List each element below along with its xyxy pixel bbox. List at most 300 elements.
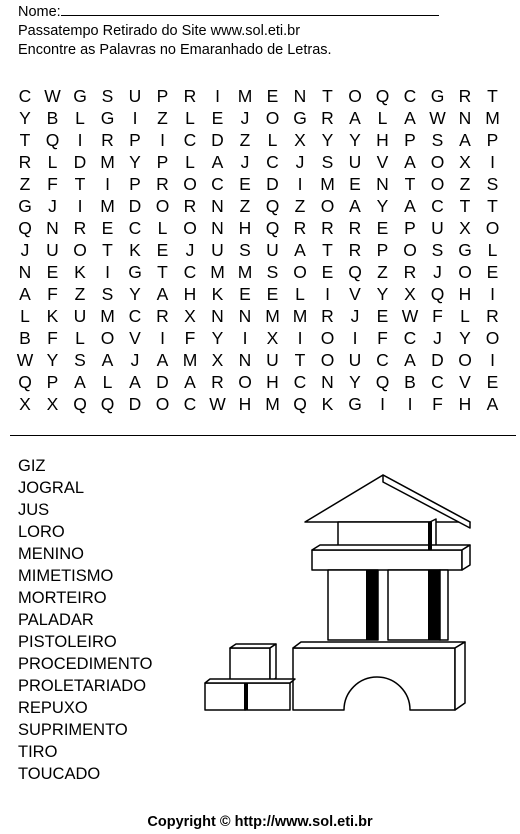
grid-letter[interactable]: U: [348, 350, 362, 370]
grid-row: [0, 305, 520, 327]
grid-letter[interactable]: G: [458, 240, 472, 260]
grid-letter[interactable]: E: [486, 372, 499, 392]
grid-row: [0, 151, 520, 173]
grid-letter[interactable]: A: [129, 372, 141, 392]
grid-row: [0, 195, 520, 217]
grid-letter[interactable]: R: [403, 262, 417, 282]
grid-letter[interactable]: I: [77, 130, 83, 150]
grid-letter[interactable]: A: [404, 108, 416, 128]
grid-letter[interactable]: L: [75, 328, 85, 348]
grid-letter[interactable]: R: [183, 86, 197, 106]
grid-letter[interactable]: I: [490, 152, 495, 172]
grid-letter[interactable]: N: [238, 306, 252, 326]
grid-letter[interactable]: H: [183, 284, 197, 304]
grid-letter[interactable]: A: [459, 130, 471, 150]
grid-row: [0, 349, 520, 371]
grid-letter[interactable]: O: [485, 218, 500, 238]
grid-letter[interactable]: S: [431, 130, 444, 150]
grid-letter[interactable]: O: [155, 196, 170, 216]
grid-letter[interactable]: C: [403, 86, 417, 106]
grid-letter[interactable]: O: [155, 394, 170, 414]
grid-letter[interactable]: C: [431, 196, 444, 216]
grid-row: [0, 107, 520, 129]
grid-letter[interactable]: M: [320, 174, 335, 194]
grid-letter[interactable]: O: [320, 196, 335, 216]
grid-letter[interactable]: P: [46, 372, 59, 392]
name-label: Nome:: [18, 4, 61, 20]
grid-letter[interactable]: Z: [19, 174, 31, 194]
grid-letter[interactable]: U: [348, 152, 362, 172]
grid-letter[interactable]: L: [102, 372, 113, 392]
grid-letter[interactable]: P: [376, 240, 389, 260]
grid-letter[interactable]: P: [404, 218, 416, 238]
grid-letter[interactable]: J: [240, 152, 250, 172]
grid-letter[interactable]: H: [238, 218, 252, 238]
grid-letter[interactable]: X: [19, 394, 31, 414]
grid-letter[interactable]: G: [128, 262, 142, 282]
grid-letter[interactable]: E: [101, 218, 114, 238]
grid-letter[interactable]: M: [237, 262, 253, 282]
word-item: MENINO: [18, 545, 84, 563]
grid-row: [0, 217, 520, 239]
grid-letter[interactable]: L: [185, 152, 195, 172]
grid-letter[interactable]: T: [74, 174, 86, 194]
grid-letter[interactable]: Y: [211, 328, 224, 348]
grid-letter[interactable]: M: [265, 306, 280, 326]
header: [18, 2, 439, 60]
grid-letter[interactable]: W: [44, 86, 61, 106]
grid-letter[interactable]: K: [74, 262, 86, 282]
grid-letter[interactable]: L: [75, 108, 85, 128]
grid-letter[interactable]: Z: [74, 284, 86, 304]
grid-letter[interactable]: R: [156, 306, 169, 326]
grid-letter[interactable]: E: [46, 262, 59, 282]
grid-letter[interactable]: V: [129, 328, 141, 348]
grid-letter[interactable]: O: [320, 328, 335, 348]
grid-letter[interactable]: W: [429, 108, 446, 128]
grid-letter[interactable]: T: [157, 262, 168, 282]
grid-letter[interactable]: Q: [430, 284, 445, 304]
grid-letter[interactable]: X: [184, 306, 196, 326]
grid-letter[interactable]: A: [74, 372, 86, 392]
grid-letter[interactable]: X: [459, 218, 471, 238]
grid-letter[interactable]: H: [238, 394, 252, 414]
grid-letter[interactable]: R: [348, 240, 362, 260]
grid-letter[interactable]: V: [349, 284, 361, 304]
grid-letter[interactable]: R: [486, 306, 499, 326]
grid-letter[interactable]: M: [100, 152, 115, 172]
grid-letter[interactable]: D: [266, 174, 279, 194]
grid-letter[interactable]: C: [183, 130, 197, 150]
grid-letter[interactable]: J: [240, 108, 250, 128]
grid-letter[interactable]: F: [377, 328, 388, 348]
grid-letter[interactable]: Q: [73, 394, 87, 414]
grid-letter[interactable]: L: [20, 306, 30, 326]
grid-letter[interactable]: O: [265, 108, 280, 128]
grid-letter[interactable]: W: [16, 350, 34, 370]
grid-letter[interactable]: F: [47, 328, 58, 348]
grid-letter[interactable]: S: [266, 262, 279, 282]
grid-letter[interactable]: U: [431, 218, 444, 238]
grid-letter[interactable]: J: [350, 306, 360, 326]
grid-letter[interactable]: J: [295, 152, 305, 172]
grid-letter[interactable]: G: [348, 394, 362, 414]
grid-letter[interactable]: I: [77, 196, 83, 216]
grid-letter[interactable]: O: [293, 262, 307, 282]
grid-letter[interactable]: Q: [293, 394, 307, 414]
word-item: JOGRAL: [18, 479, 85, 497]
grid-letter[interactable]: L: [185, 108, 195, 128]
grid-letter[interactable]: I: [407, 394, 413, 414]
word-item: PISTOLEIRO: [18, 633, 117, 651]
grid-letter[interactable]: R: [348, 218, 362, 238]
divider: [10, 435, 516, 436]
grid-letter[interactable]: T: [487, 86, 498, 106]
grid-letter[interactable]: G: [293, 108, 307, 128]
grid-row: [0, 261, 520, 283]
grid-letter[interactable]: C: [128, 306, 142, 326]
grid-letter[interactable]: B: [19, 328, 31, 348]
grid-letter[interactable]: T: [322, 86, 333, 106]
grid-letter[interactable]: D: [128, 196, 142, 216]
grid-letter[interactable]: I: [297, 328, 303, 348]
grid-letter[interactable]: L: [487, 240, 498, 260]
grid-row: [0, 85, 520, 107]
word-item: PROLETARIADO: [18, 677, 147, 695]
grid-letter[interactable]: Q: [45, 130, 60, 150]
grid-letter[interactable]: W: [401, 306, 419, 326]
grid-letter[interactable]: Q: [265, 218, 280, 238]
grid-letter[interactable]: L: [47, 152, 58, 172]
grid-letter[interactable]: D: [431, 350, 444, 370]
grid-letter[interactable]: I: [160, 328, 165, 348]
grid-letter[interactable]: R: [73, 218, 87, 238]
grid-letter[interactable]: B: [404, 372, 416, 392]
grid-letter[interactable]: K: [321, 394, 334, 414]
grid-letter[interactable]: N: [458, 108, 472, 128]
grid-letter[interactable]: F: [432, 394, 443, 414]
toy-blocks-illustration: [200, 470, 480, 720]
grid-letter[interactable]: J: [433, 262, 442, 282]
grid-letter[interactable]: Y: [349, 130, 361, 150]
grid-letter[interactable]: T: [404, 174, 416, 194]
grid-letter[interactable]: Q: [18, 218, 32, 238]
grid-letter[interactable]: A: [349, 108, 361, 128]
grid-letter[interactable]: F: [432, 306, 443, 326]
grid-letter[interactable]: M: [210, 262, 225, 282]
grid-letter[interactable]: A: [211, 152, 224, 172]
grid-letter[interactable]: O: [430, 174, 445, 194]
grid-letter[interactable]: I: [105, 262, 110, 282]
grid-letter[interactable]: L: [157, 218, 168, 238]
grid-letter[interactable]: G: [430, 86, 445, 106]
name-line[interactable]: [61, 2, 439, 16]
grid-letter[interactable]: E: [211, 108, 224, 128]
grid-letter[interactable]: O: [348, 86, 362, 106]
grid-letter[interactable]: J: [185, 240, 195, 260]
grid-letter[interactable]: Q: [265, 196, 280, 216]
grid-letter[interactable]: I: [380, 394, 385, 414]
grid-letter[interactable]: H: [266, 372, 279, 392]
grid-letter[interactable]: I: [105, 174, 110, 194]
grid-letter[interactable]: E: [376, 218, 389, 238]
grid-letter[interactable]: R: [183, 196, 197, 216]
grid-letter[interactable]: O: [458, 350, 472, 370]
grid-letter[interactable]: E: [349, 174, 361, 194]
grid-letter[interactable]: X: [294, 130, 306, 150]
grid-letter[interactable]: I: [490, 350, 495, 370]
grid-letter[interactable]: U: [266, 350, 279, 370]
grid-letter[interactable]: U: [46, 240, 59, 260]
grid-letter[interactable]: G: [18, 196, 32, 216]
grid-letter[interactable]: S: [101, 86, 114, 106]
grid-letter[interactable]: D: [128, 394, 142, 414]
word-item: PALADAR: [18, 611, 94, 629]
grid-letter[interactable]: Q: [348, 262, 362, 282]
grid-letter[interactable]: F: [47, 284, 58, 304]
grid-letter[interactable]: T: [487, 196, 498, 216]
grid-letter[interactable]: E: [266, 284, 279, 304]
grid-letter[interactable]: O: [320, 350, 335, 370]
grid-letter[interactable]: M: [100, 196, 115, 216]
grid-letter[interactable]: E: [321, 262, 334, 282]
grid-letter[interactable]: B: [46, 108, 59, 128]
grid-letter[interactable]: J: [130, 350, 140, 370]
word-item: SUPRIMENTO: [18, 721, 128, 739]
grid-row: [0, 393, 520, 415]
grid-letter[interactable]: T: [102, 240, 113, 260]
grid-letter[interactable]: R: [101, 130, 114, 150]
grid-letter[interactable]: Z: [294, 196, 306, 216]
grid-letter[interactable]: M: [265, 394, 280, 414]
grid-letter[interactable]: I: [242, 328, 248, 348]
name-row: [18, 2, 439, 22]
grid-letter[interactable]: U: [73, 306, 87, 326]
grid-letter[interactable]: N: [321, 372, 334, 392]
grid-letter[interactable]: A: [156, 284, 169, 304]
grid-letter[interactable]: K: [46, 306, 59, 326]
grid-row: [0, 239, 520, 261]
grid-letter[interactable]: N: [211, 218, 224, 238]
grid-letter[interactable]: R: [293, 218, 307, 238]
grid-letter[interactable]: N: [211, 306, 224, 326]
grid-letter[interactable]: H: [458, 284, 472, 304]
grid-letter[interactable]: L: [377, 108, 388, 128]
grid-letter[interactable]: I: [352, 328, 358, 348]
grid-letter[interactable]: W: [209, 394, 226, 414]
grid-letter[interactable]: S: [431, 240, 444, 260]
grid-letter[interactable]: I: [325, 284, 330, 304]
grid-letter[interactable]: E: [376, 306, 389, 326]
grid-letter[interactable]: A: [404, 152, 416, 172]
grid-letter[interactable]: O: [485, 328, 500, 348]
grid-letter[interactable]: T: [322, 240, 333, 260]
grid-letter[interactable]: C: [431, 372, 444, 392]
grid-letter[interactable]: L: [295, 284, 305, 304]
grid-letter[interactable]: C: [128, 218, 142, 238]
grid-letter[interactable]: U: [266, 240, 279, 260]
grid-letter[interactable]: Y: [129, 152, 141, 172]
grid-letter[interactable]: R: [458, 86, 472, 106]
grid-letter[interactable]: N: [376, 174, 389, 194]
grid-letter[interactable]: T: [459, 196, 471, 216]
grid-letter[interactable]: O: [100, 328, 115, 348]
grid-letter[interactable]: A: [486, 394, 499, 414]
grid-letter[interactable]: E: [239, 174, 251, 194]
grid-letter[interactable]: Z: [157, 108, 168, 128]
grid-letter[interactable]: C: [293, 372, 307, 392]
grid-letter[interactable]: E: [156, 240, 169, 260]
grid-letter[interactable]: I: [132, 108, 138, 128]
grid-letter[interactable]: Z: [377, 262, 388, 282]
grid-letter[interactable]: P: [156, 86, 169, 106]
grid-letter[interactable]: A: [156, 350, 169, 370]
grid-letter[interactable]: X: [211, 350, 224, 370]
grid-letter[interactable]: M: [100, 306, 115, 326]
grid-letter[interactable]: C: [18, 86, 32, 106]
grid-letter[interactable]: S: [486, 174, 499, 194]
grid-letter[interactable]: X: [459, 152, 471, 172]
grid-letter[interactable]: O: [183, 218, 197, 238]
grid-letter[interactable]: H: [376, 130, 389, 150]
grid-letter[interactable]: E: [266, 86, 279, 106]
grid-letter[interactable]: G: [73, 86, 87, 106]
grid-letter[interactable]: N: [211, 196, 224, 216]
grid-letter[interactable]: Q: [100, 394, 115, 414]
grid-letter[interactable]: I: [160, 130, 165, 150]
grid-letter[interactable]: Y: [321, 130, 334, 150]
grid-letter[interactable]: L: [460, 306, 470, 326]
grid-letter[interactable]: A: [19, 284, 31, 304]
grid-letter[interactable]: Y: [46, 350, 59, 370]
grid-letter[interactable]: D: [156, 372, 169, 392]
grid-letter[interactable]: A: [294, 240, 306, 260]
grid-letter[interactable]: S: [74, 350, 86, 370]
grid-letter[interactable]: A: [349, 196, 361, 216]
grid-letter[interactable]: C: [183, 262, 197, 282]
grid-letter[interactable]: R: [321, 218, 334, 238]
grid-letter[interactable]: J: [20, 240, 30, 260]
grid-letter[interactable]: O: [238, 372, 252, 392]
grid-letter[interactable]: L: [267, 130, 278, 150]
grid-letter[interactable]: F: [47, 174, 58, 194]
grid-letter[interactable]: P: [404, 130, 416, 150]
grid-letter[interactable]: O: [403, 240, 417, 260]
grid-letter[interactable]: Z: [459, 174, 471, 194]
subtitle: Passatempo Retirado do Site www.sol.eti.br: [18, 23, 301, 39]
grid-letter[interactable]: N: [293, 86, 307, 106]
grid-letter[interactable]: C: [376, 350, 389, 370]
grid-letter[interactable]: R: [156, 174, 169, 194]
grid-letter[interactable]: H: [458, 394, 472, 414]
grid-letter[interactable]: A: [101, 350, 114, 370]
copyright: Copyright © http://www.sol.eti.br: [147, 814, 373, 830]
grid-letter[interactable]: Z: [239, 130, 251, 150]
grid-letter[interactable]: P: [129, 130, 141, 150]
grid-letter[interactable]: C: [266, 152, 279, 172]
grid-letter[interactable]: D: [211, 130, 224, 150]
grid-letter[interactable]: P: [486, 130, 499, 150]
grid-letter[interactable]: R: [211, 372, 224, 392]
grid-letter[interactable]: Y: [376, 196, 389, 216]
grid-letter[interactable]: R: [321, 108, 334, 128]
grid-letter[interactable]: N: [18, 262, 32, 282]
grid-letter[interactable]: Y: [19, 108, 31, 128]
grid-letter[interactable]: J: [433, 328, 442, 348]
grid-letter[interactable]: M: [485, 108, 500, 128]
grid-letter[interactable]: E: [239, 284, 251, 304]
grid-letter[interactable]: U: [211, 240, 224, 260]
grid-letter[interactable]: A: [404, 350, 416, 370]
grid-letter[interactable]: M: [182, 350, 198, 370]
grid-letter[interactable]: O: [73, 240, 87, 260]
grid-letter[interactable]: X: [46, 394, 59, 414]
grid-letter[interactable]: M: [237, 86, 253, 106]
grid-letter[interactable]: P: [129, 174, 141, 194]
grid-letter[interactable]: O: [458, 262, 472, 282]
grid-letter[interactable]: F: [184, 328, 196, 348]
grid-letter[interactable]: N: [46, 218, 59, 238]
grid-letter[interactable]: U: [128, 86, 142, 106]
grid-letter[interactable]: C: [211, 174, 224, 194]
grid-letter[interactable]: I: [297, 174, 303, 194]
grid-letter[interactable]: O: [183, 174, 197, 194]
grid-letter[interactable]: Y: [349, 372, 361, 392]
grid-letter[interactable]: T: [19, 130, 31, 150]
grid-letter[interactable]: M: [292, 306, 308, 326]
grid-letter[interactable]: I: [490, 284, 495, 304]
grid-letter[interactable]: X: [404, 284, 416, 304]
grid-row: [0, 283, 520, 305]
grid-letter[interactable]: T: [294, 350, 306, 370]
grid-letter[interactable]: C: [183, 394, 197, 414]
grid-letter[interactable]: V: [376, 152, 389, 172]
grid-letter[interactable]: G: [100, 108, 115, 128]
grid-letter[interactable]: J: [48, 196, 57, 216]
grid-letter[interactable]: V: [459, 372, 471, 392]
grid-letter[interactable]: S: [101, 284, 114, 304]
grid-letter[interactable]: D: [73, 152, 87, 172]
grid-letter[interactable]: A: [404, 196, 416, 216]
grid-letter[interactable]: I: [215, 86, 220, 106]
word-item: JUS: [18, 501, 50, 519]
grid-letter[interactable]: R: [18, 152, 32, 172]
word-item: MIMETISMO: [18, 567, 114, 585]
grid-letter[interactable]: Y: [376, 284, 389, 304]
grid-letter[interactable]: R: [321, 306, 334, 326]
grid-letter[interactable]: E: [486, 262, 499, 282]
grid-letter[interactable]: O: [430, 152, 445, 172]
grid-letter[interactable]: K: [211, 284, 224, 304]
grid-letter[interactable]: X: [266, 328, 279, 348]
grid-letter[interactable]: P: [156, 152, 169, 172]
grid-letter[interactable]: S: [239, 240, 251, 260]
grid-letter[interactable]: S: [321, 152, 334, 172]
word-item: PROCEDIMENTO: [18, 655, 153, 673]
grid-letter[interactable]: Y: [459, 328, 471, 348]
grid-letter[interactable]: Y: [129, 284, 141, 304]
word-item: TIRO: [18, 743, 58, 761]
word-list: [18, 455, 152, 785]
grid-letter[interactable]: Z: [239, 196, 251, 216]
grid-letter[interactable]: Q: [375, 372, 390, 392]
grid-letter[interactable]: Q: [375, 86, 390, 106]
grid-letter[interactable]: Q: [18, 372, 32, 392]
grid-letter[interactable]: K: [129, 240, 141, 260]
grid-letter[interactable]: N: [238, 350, 252, 370]
grid-letter[interactable]: A: [184, 372, 196, 392]
grid-letter[interactable]: C: [403, 328, 417, 348]
